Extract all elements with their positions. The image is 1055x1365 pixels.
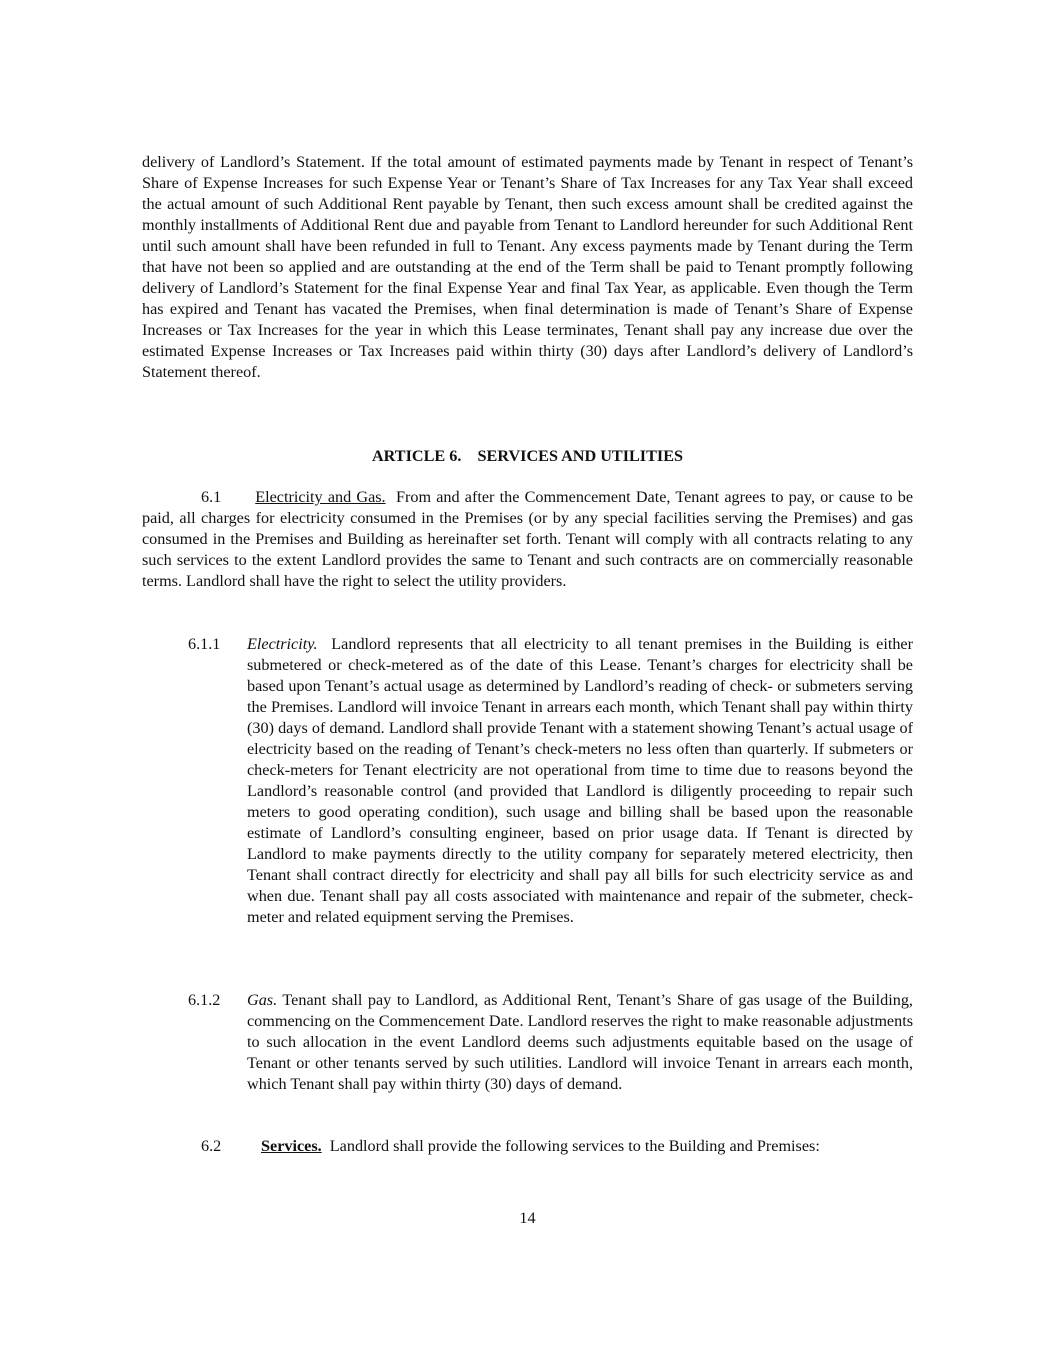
section-6-1-1-number: 6.1.1 (188, 635, 221, 653)
page-number: 14 (519, 1209, 536, 1227)
section-6-1-2 (188, 990, 913, 1095)
article-heading: ARTICLE 6. SERVICES AND UTILITIES (371, 447, 683, 465)
continuation-paragraph (142, 152, 913, 383)
section-6-1 (142, 487, 913, 592)
section-6-1-title: Electricity and Gas. (255, 488, 386, 506)
section-6-1-2-text: Tenant shall pay to Landlord, as Additional Rent, Tenant’s Share of gas usage of the Building, commencing on the Commencement Date. Landlord reserves the right to make reasonable adjustments to such allocation in the event Landlord deems such adjustments equitable based on the usage of Tenant or other tenants served by such utilities. Landlord will invoice Tenant in arrears each month, which Tenant shall pay within thirty (30) days of demand. (247, 991, 913, 1093)
section-6-1-2-number: 6.1.2 (188, 991, 221, 1009)
section-6-1-number: 6.1 (201, 488, 222, 506)
section-6-2-number: 6.2 (201, 1137, 222, 1155)
section-6-1-2-title: Gas. (247, 991, 278, 1009)
section-6-1-1-title: Electricity. (247, 635, 318, 653)
section-6-1-2-body (247, 990, 913, 1095)
section-6-1-1-text: Landlord represents that all electricity to all tenant premises in the Building is either submetered or check-metered as of the date of this Lease. Tenant’s charges for electricity shall be based upon Tenant’s actual usage as determined by Landlord’s reading of check- or submeters serving the Premises. Landlord will invoice Tenant in arrears each month, which Tenant shall pay within thirty (30) days of demand. Landlord shall provide Tenant with a statement showing Tenant’s actual usage of electricity based on the reading of Tenant’s check-meters no less often than quarterly. If submeters or check-meters for Tenant electricity are not operational from time to time due to reasons beyond the Landlord’s reasonable control (and provided that Landlord is diligently proceeding to repair such meters to good operating condition), such usage and billing shall be based upon the reasonable estimate of Landlord’s consulting engineer, based on prior usage data. If Tenant is directed by Landlord to make payments directly to the utility company for separately metered electricity, then Tenant shall contract directly for electricity and shall pay all bills for such electricity service as and when due. Tenant shall pay all costs associated with maintenance and repair of the submeter, check-meter and related equipment serving the Premises. (247, 635, 913, 926)
section-6-1-1 (188, 634, 913, 928)
section-6-2 (142, 1136, 913, 1157)
section-6-1-text: From and after the Commencement Date, Tenant agrees to pay, or cause to be paid, all charges for electricity consumed in the Premises (or by any special facilities serving the Premises) and gas consumed in the Premises and Building as hereinafter set forth. Tenant will comply with all contracts relating to any such services to the extent Landlord provides the same to Tenant and such contracts are on commercially reasonable terms. Landlord shall have the right to select the utility providers. (142, 488, 914, 590)
section-6-2-text: Landlord shall provide the following services to the Building and Premises: (329, 1137, 820, 1155)
continuation-text: delivery of Landlord’s Statement. If the total amount of estimated payments made by Tenant in respect of Tenant’s Share of Expense Increases for such Expense Year or Tenant’s Share of Tax Increases for any Tax Year shall exceed the actual amount of such Additional Rent payable by Tenant, then such excess amount shall be credited against the monthly installments of Additional Rent due and payable from Tenant to Landlord hereunder for such Additional Rent until such amount shall have been refunded in full to Tenant. Any excess payments made by Tenant during the Term that have not been so applied and are outstanding at the end of the Term shall be paid to Tenant promptly following delivery of Landlord’s Statement for the final Expense Year and final Tax Year, as applicable. Even though the Term has expired and Tenant has vacated the Premises, when final determination is made of Tenant’s Share of Expense Increases or Tax Increases for the year in which this Lease terminates, Tenant shall pay any increase due over the estimated Expense Increases or Tax Increases paid within thirty (30) days after Landlord’s delivery of Landlord’s Statement thereof. (142, 153, 913, 381)
section-6-2-title: Services. (261, 1137, 322, 1155)
section-6-1-1-body (247, 634, 913, 928)
